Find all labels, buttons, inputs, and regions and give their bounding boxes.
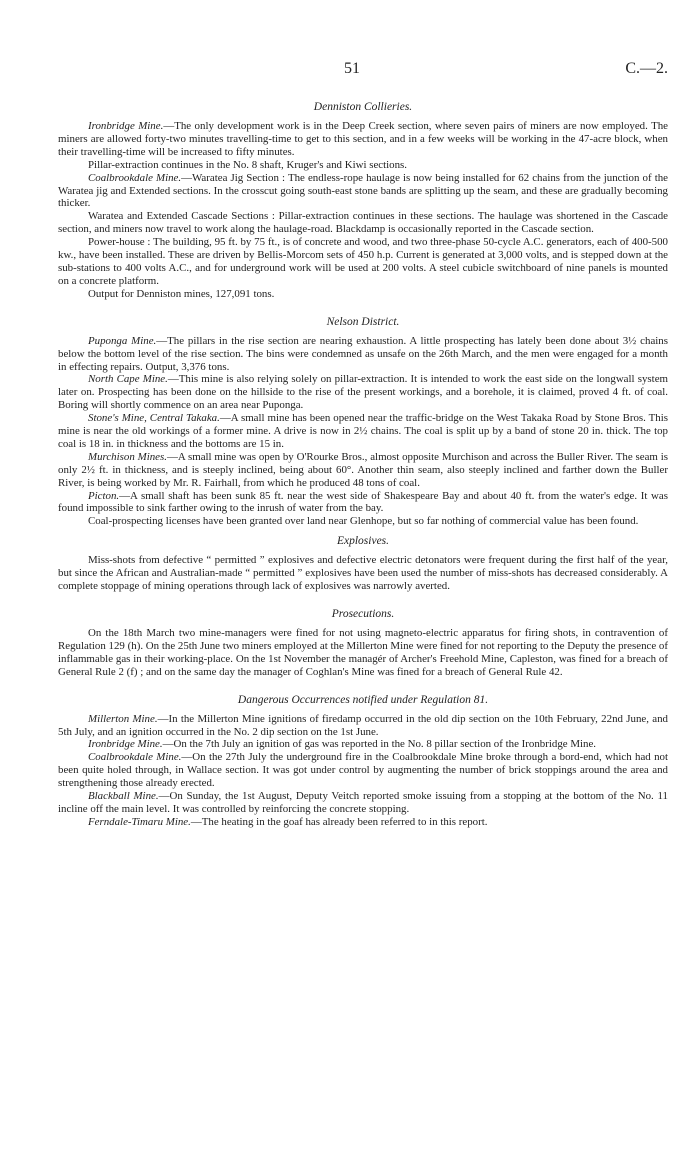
- section-title: Explosives.: [336, 535, 390, 548]
- paragraph-text: —The only development work is in the Deep Creek section, where seven pairs of miners are now employed. The miners are allowed forty-two minutes travelling-time to get to this section, and in a few weeks will be working in the 47-acre block, when their travelling-time will be increased to fifty minutes.: [58, 120, 669, 158]
- paragraph: [58, 172, 668, 211]
- paragraph-lead: Ironbridge Mine.: [88, 738, 163, 751]
- paragraph-lead: North Cape Mine.: [88, 373, 168, 386]
- paragraph: [58, 713, 668, 739]
- paragraph: [58, 288, 668, 301]
- page-number: 51: [344, 60, 360, 77]
- paragraph: [58, 451, 668, 490]
- page-header: [58, 0, 668, 90]
- paragraph: [58, 210, 668, 236]
- paragraph-text: —On the 27th July the underground fire in the Coalbrookdale Mine broke through a bord-end, which had not been quite holed through, in Wallace section. It was got under control by augmenting the number of brick stoppings around the area and strengthening those already erected.: [58, 751, 668, 790]
- paragraph: [58, 554, 668, 593]
- paragraph-lead: Stone's Mine, Central Takaka.: [88, 412, 220, 425]
- paragraph-text: —The heating in the goaf has already been referred to in this report.: [190, 815, 488, 828]
- paragraph-text: Power-house : The building, 95 ft. by 75 ft., is of concrete and wood, and two three-phase 50-cycle A.C. generators, each of 400-500 kw., have been installed. These are driven by Bellis-Morcom sets of 450 h.p. Current is generated at 3,000 volts, and is stepped down at the sub-stations to 400 volts A.C., and for underground work will be used at 200 volts. A steel cubicle switchboard of nine panels is mounted on a concrete platform.: [58, 236, 668, 287]
- paragraph: [58, 490, 668, 516]
- section-title: Dangerous Occurrences notified under Regulation 81.: [237, 693, 489, 706]
- paragraph-text: On the 18th March two mine-managers were fined for not using magneto-electric apparatus for firing shots, in contravention of Regulation 129 (h). On the 25th June two miners employed at the Millerton Mine were fined for not reporting to the Deputy the presence of inflammable gas in their working-place. On the 1st November the managér of Archer's Freehold Mine, Capleston, was fined for a breach of General Rule 2 (f) ; and on the same day the manager of Coghlan's Mine was fined for a breach of General Rule 42.: [58, 627, 668, 678]
- paragraph-lead: Ironbridge Mine.: [88, 120, 164, 132]
- section-nelson-district: [58, 315, 668, 529]
- document-page: [58, 0, 668, 829]
- paragraph-text: —A small shaft has been sunk 85 ft. near the west side of Shakespeare Bay and about 40 ft. from the water's edge. It was found impossible to sink farther owing to the inrush of water from the bay.: [58, 489, 668, 515]
- paragraph: [58, 335, 668, 374]
- section-title: Denniston Collieries.: [313, 101, 413, 113]
- paragraph: [58, 627, 668, 679]
- paragraph-lead: Blackball Mine.: [88, 790, 159, 803]
- paragraph-text: —On Sunday, the 1st August, Deputy Veitch reported smoke issuing from a stopping at the bottom of the No. 11 incline off the main level. It was controlled by reinforcing the concrete stopping.: [58, 790, 669, 815]
- paragraph-lead: Coalbrookdale Mine.: [88, 751, 182, 764]
- paragraph-text: —In the Millerton Mine ignitions of firedamp occurred in the old dip section on the 10th February, 22nd June, and 5th July, and an ignition occurred in the No. 2 dip section on the 1st June.: [58, 712, 668, 738]
- paragraph-text: —A small mine has been opened near the traffic-bridge on the West Takaka Road by Stone Bros. This mine is near the old workings of a former mine. A drive is now in 2½ chains. The coal is split up by a band of stone 20 in. thick. The top coal is 18 in. in thickness and the bottoms are 15 in.: [58, 412, 669, 450]
- paragraph-lead: Coalbrookdale Mine.: [88, 171, 182, 184]
- paragraph-text: —A small mine was open by O'Rourke Bros., almost opposite Murchison and across the Buller River. The seam is only 2½ ft. in thickness, and is steeply inclined, being about 60°. Another thin seam, also steeply inclined and farther down the Buller River, is being worked by Mr. R. Fairhall, from which he produced 48 tons of coal.: [58, 450, 668, 489]
- section-title: Nelson District.: [326, 315, 400, 328]
- paragraph-lead: Puponga Mine.: [88, 334, 157, 347]
- paragraph-text: —Waratea Jig Section : The endless-rope haulage is now being installed for 62 chains from the junction of the Waratea jig and Extended sections. In the crosscut going south-east stone bands are splitting up the seam, and these are gradually becoming thicker.: [58, 171, 668, 210]
- paragraph: [58, 373, 668, 412]
- paragraph-text: Pillar-extraction continues in the No. 8 shaft, Kruger's and Kiwi sections.: [88, 158, 408, 171]
- paragraph: [58, 816, 668, 829]
- paragraph: [58, 159, 668, 172]
- paragraph-text: Output for Denniston mines, 127,091 tons.: [88, 287, 275, 300]
- paragraph-text: —This mine is also relying solely on pillar-extraction. It is intended to work the east side on the longwall system later on. Prospecting has been done on the hillside to the rise of the present workings, and a borehole, it is claimed, proved 4 ft. of coal. Boring will shortly commence on an area near Puponga.: [58, 373, 668, 412]
- paragraph-lead: Millerton Mine.: [88, 712, 158, 725]
- paragraph-lead: Picton.: [88, 489, 120, 502]
- section-title: Prosecutions.: [331, 608, 395, 620]
- paragraph-lead: Murchison Mines.: [88, 450, 167, 463]
- section-prosecutions: [58, 607, 668, 679]
- paragraph-lead: Ferndale-Timaru Mine.: [88, 815, 191, 828]
- paragraph: [58, 515, 668, 528]
- section-explosives: [58, 534, 668, 593]
- paragraph: [58, 120, 668, 159]
- paragraph: [58, 412, 668, 451]
- paragraph-text: —The pillars in the rise section are nearing exhaustion. A little prospecting has lately been done about 3½ chains below the bottom level of the rise section. The bins were condemned as unsafe on the 26th March, and the men were engaged for a month in effecting repairs. Output, 3,376 tons.: [58, 334, 668, 373]
- section-dangerous-occurrences: [58, 693, 668, 829]
- section-denniston-collieries: [58, 100, 668, 301]
- paragraph-text: Miss-shots from defective “ permitted ” explosives and defective electric detonators were frequent during the first half of the year, but since the African and Australian-made “ permitted ” explosives have been used the number of miss-shots has decreased considerably. A complete stoppage of mining operations through lack of explosives was narrowly averted.: [58, 554, 668, 593]
- paragraph: [58, 751, 668, 790]
- paragraph: [58, 738, 668, 751]
- paragraph-text: Waratea and Extended Cascade Sections : Pillar-extraction continues in these sections. The haulage was shortened in the Cascade section, and miners now travel to work along the haulage-road. Blackdamp is occasionally reported in the Cascade section.: [58, 210, 668, 236]
- paragraph-text: —On the 7th July an ignition of gas was reported in the No. 8 pillar section of the Ironbridge Mine.: [162, 738, 597, 751]
- paragraph: [58, 236, 668, 288]
- paragraph: [58, 790, 668, 816]
- document-reference: C.—2.: [625, 60, 668, 77]
- paragraph-text: Coal-prospecting licenses have been granted over land near Glenhope, but so far nothing of commercial value has been found.: [88, 515, 639, 528]
